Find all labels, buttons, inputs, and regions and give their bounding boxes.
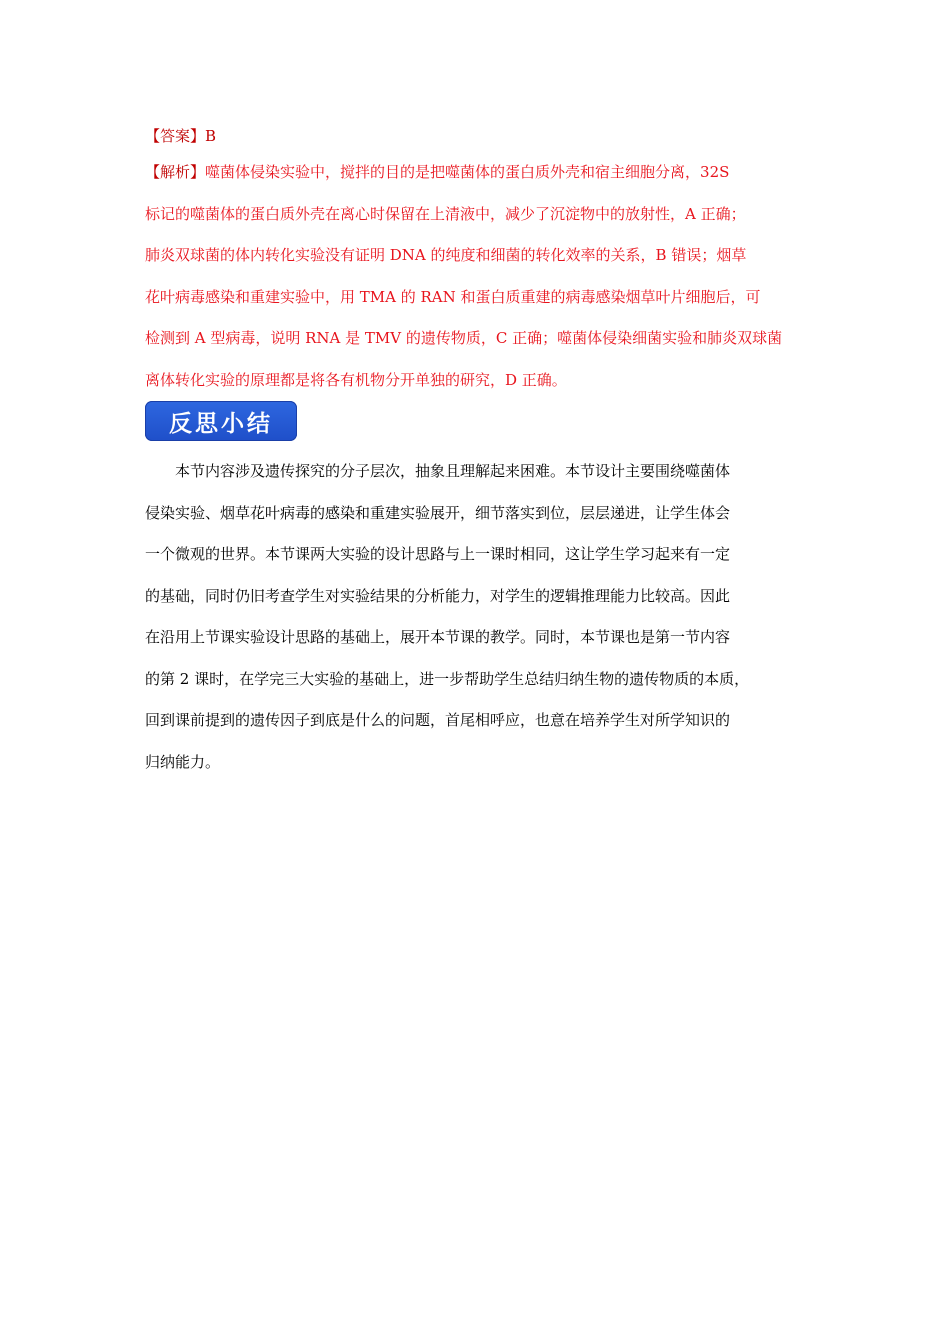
section-banner	[145, 401, 297, 441]
analysis-label: 【解析】	[145, 163, 206, 181]
analysis-line: 标记的噬菌体的蛋白质外壳在离心时保留在上清液中，减少了沉淀物中的放射性，A 正确；	[145, 204, 746, 223]
summary-line: 在沿用上节课实验设计思路的基础上，展开本节课的教学。同时，本节课也是第一节内容	[145, 628, 731, 646]
answer-label: 【答案】	[145, 127, 206, 145]
analysis-line: 离体转化实验的原理都是将各有机物分开单独的研究，D 正确。	[145, 370, 567, 389]
answer-value: B	[205, 127, 217, 145]
analysis-line: 花叶病毒感染和重建实验中，用 TMA 的 RAN 和蛋白质重建的病毒感染烟草叶片细胞后，可	[145, 287, 761, 306]
summary-paragraph	[145, 451, 813, 783]
analysis-line: 检测到 A 型病毒，说明 RNA 是 TMV 的遗传物质，C 正确；噬菌体侵染细菌实验和肺炎双球菌	[145, 329, 783, 347]
analysis-line: 肺炎双球菌的体内转化实验没有证明 DNA 的纯度和细菌的转化效率的关系，B 错误；烟草	[145, 246, 747, 264]
summary-line: 归纳能力。	[145, 752, 221, 771]
analysis-text: 噬菌体侵染实验中，搅拌的目的是把噬菌体的蛋白质外壳和宿主细胞分离，32S	[205, 163, 730, 181]
summary-line: 本节内容涉及遗传探究的分子层次，抽象且理解起来困难。本节设计主要围绕噬菌体	[145, 462, 731, 480]
analysis-paragraph	[145, 152, 813, 401]
summary-line: 回到课前提到的遗传因子到底是什么的问题，首尾相呼应，也意在培养学生对所学知识的	[145, 711, 731, 729]
section-banner-title: 反思小结	[169, 410, 273, 437]
analysis-line	[145, 152, 813, 194]
summary-line: 的基础，同时仍旧考查学生对实验结果的分析能力，对学生的逻辑推理能力比较高。因此	[145, 586, 731, 605]
summary-line: 的第 2 课时，在学完三大实验的基础上，进一步帮助学生总结归纳生物的遗传物质的本质，	[145, 669, 750, 688]
summary-line: 侵染实验、烟草花叶病毒的感染和重建实验展开，细节落实到位，层层递进，让学生体会	[145, 503, 731, 522]
summary-line: 一个微观的世界。本节课两大实验的设计思路与上一课时相同，这让学生学习起来有一定	[145, 545, 731, 563]
